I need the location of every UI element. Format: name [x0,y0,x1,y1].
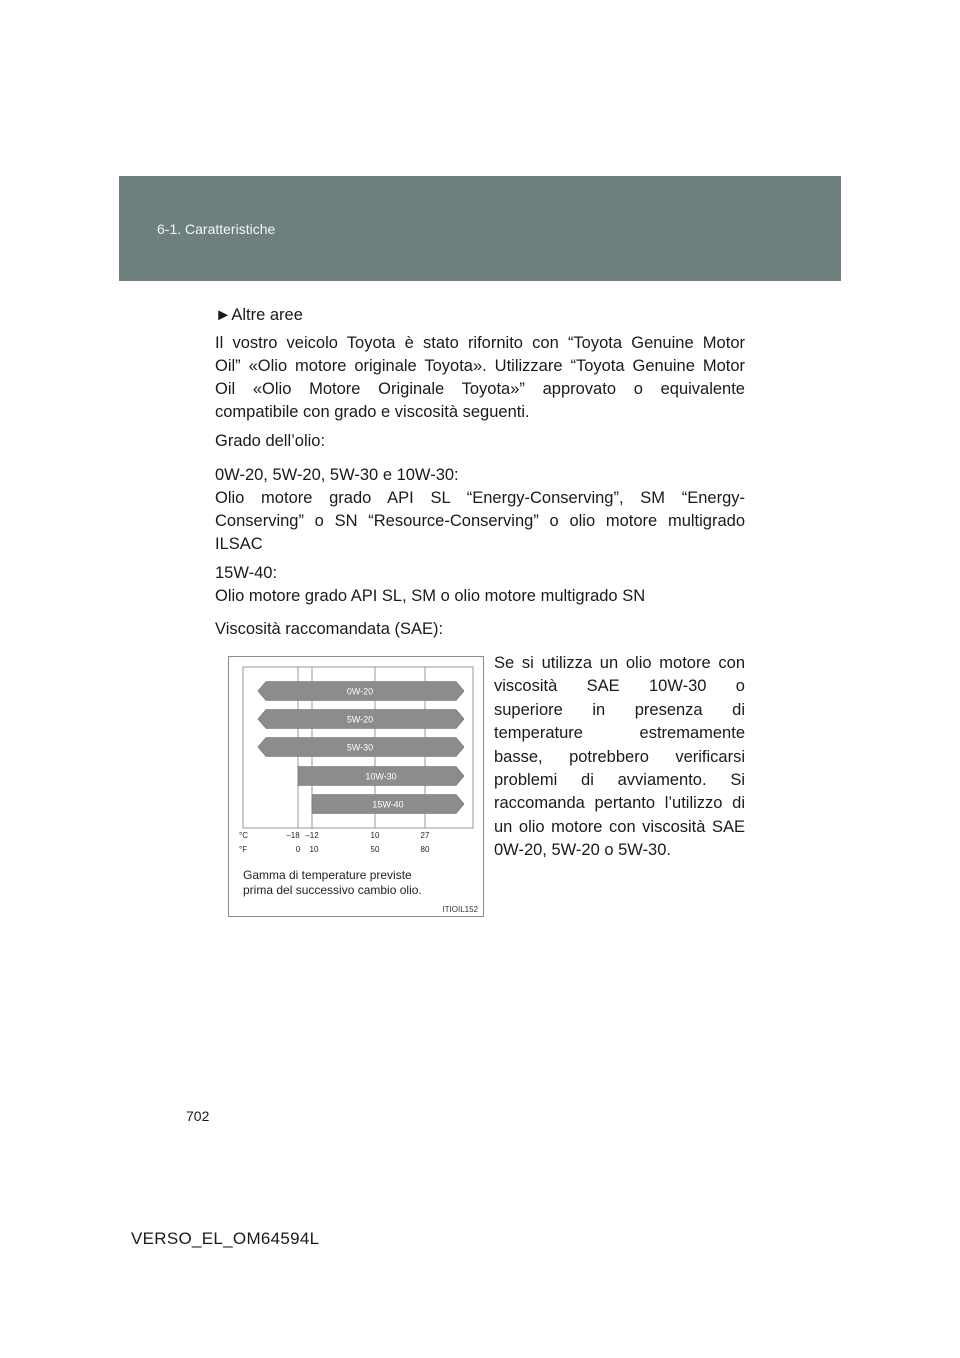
grade-label: 0W-20 [346,686,374,697]
grade-2-text: Olio motore grado API SL, SM o olio motore multigrado SN [215,587,646,605]
grade-2-block [215,562,745,608]
grade-label: 5W-30 [346,742,374,753]
fahrenheit-tick: 10 [309,845,319,854]
grade-label: 10W-30 [365,771,397,782]
grade-2-title: 15W-40: [215,564,278,582]
fahrenheit-tick: 80 [420,845,430,854]
side-note-line: superiore in presenza di [494,700,745,719]
intro-line: Oil «Olio Motore Originale Toyota»” approvato o equivalente [215,380,745,398]
side-note-line: viscosità SAE 10W-30 o [494,677,745,696]
side-note-line: un olio motore con viscosità SAE [494,817,745,836]
side-note-line: raccomanda pertanto l’utilizzo di [494,794,745,813]
section-title: 6-1. Caratteristiche [157,221,276,237]
celsius-tick: –18 [286,831,300,840]
viscosity-diagram [228,656,484,917]
grade-1-line: ILSAC [215,535,263,553]
celsius-tick: –12 [305,831,319,840]
side-note-line: temperature estremamente [494,724,745,743]
fahrenheit-tick: 0 [295,845,301,854]
side-note-line: 0W-20, 5W-20 o 5W-30. [494,841,671,860]
document-code: VERSO_EL_OM64594L [131,1229,320,1248]
page-number: 702 [186,1108,210,1124]
grade-1-block [215,464,745,556]
fahrenheit-tick: 50 [370,845,380,854]
intro-line: Il vostro veicolo Toyota è stato rifornito con “Toyota Genuine Motor [215,334,745,352]
side-note [494,652,745,863]
diagram-caption [243,868,422,898]
intro-paragraph [215,332,745,424]
caption-line: prima del successivo cambio olio. [243,883,422,897]
side-note-line: basse, potrebbero verificarsi [494,747,745,766]
caption-line: Gamma di temperature previste [243,868,412,882]
grade-label: Grado dell’olio: [215,432,326,450]
grade-1-line: Olio motore grado API SL “Energy-Conserving”, SM “Energy- [215,489,745,507]
viscosity-label: Viscosità raccomandata (SAE): [215,620,444,638]
grade-label: 15W-40 [372,799,404,810]
celsius-tick: 10 [370,831,380,840]
heading-marker-icon: ► [215,306,232,324]
grade-label: 5W-20 [346,714,374,725]
intro-line: Oil” «Olio motore originale Toyota». Utilizzare “Toyota Genuine Motor [215,357,745,375]
diagram-code: ITIOIL152 [442,905,478,914]
header-band [119,176,841,281]
heading-text: Altre aree [231,306,303,324]
side-note-line: Se si utilizza un olio motore con [494,654,745,672]
celsius-tick: 27 [420,831,430,840]
grade-1-title: 0W-20, 5W-20, 5W-30 e 10W-30: [215,466,459,484]
celsius-unit: °C [239,831,248,840]
side-note-line: problemi di avviamento. Si [494,771,745,790]
fahrenheit-unit: °F [239,845,248,854]
subsection-heading [215,304,303,327]
intro-line: compatibile con grado e viscosità seguenti. [215,403,530,421]
grade-1-line: Conserving” o SN “Resource-Conserving” o olio motore multigrado [215,512,745,530]
